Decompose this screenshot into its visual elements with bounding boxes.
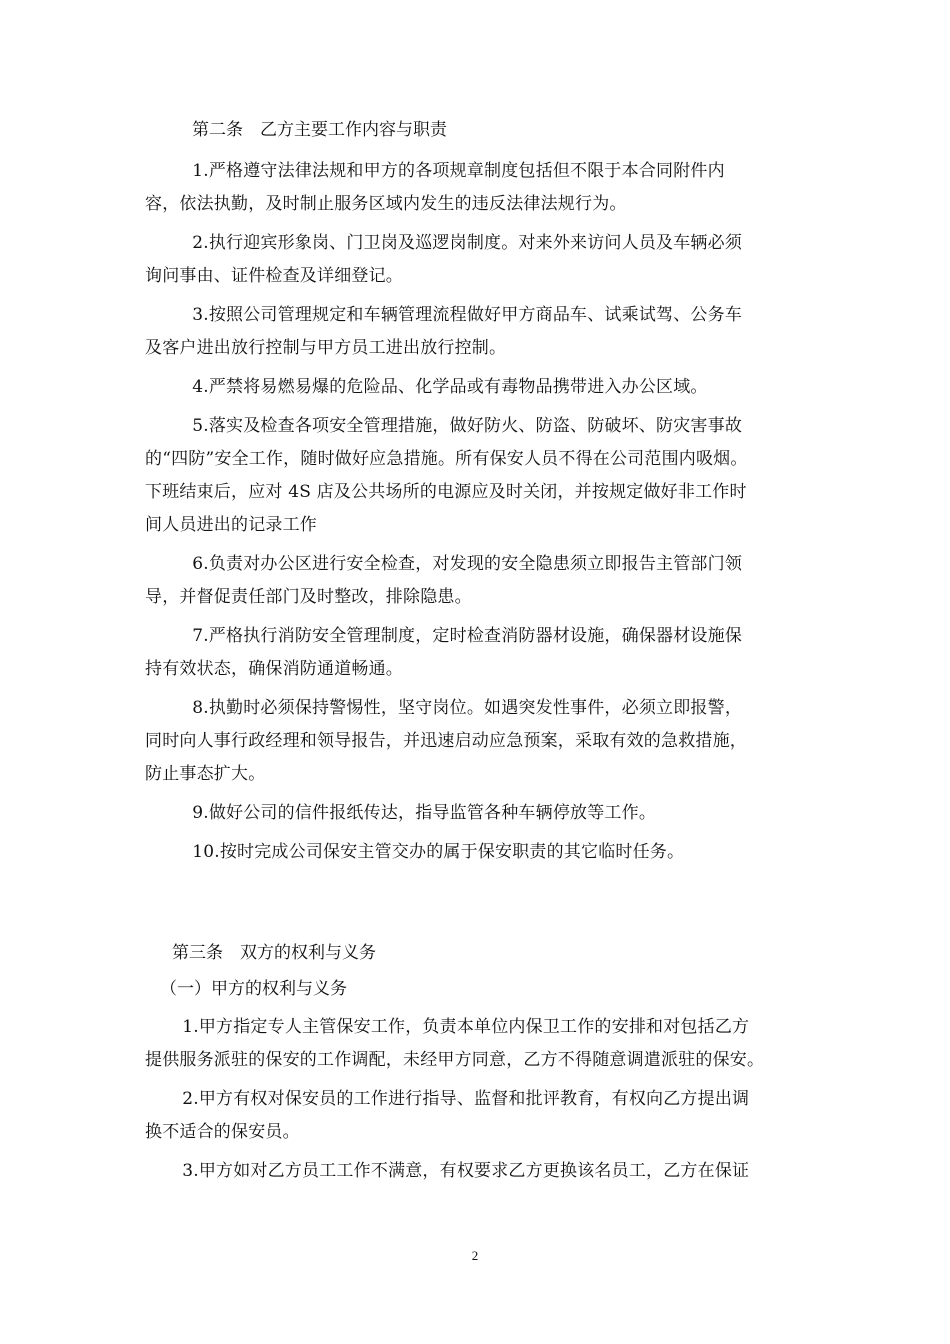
paragraph-line: 1.严格遵守法律法规和甲方的各项规章制度包括但不限于本合同附件内	[175, 161, 725, 181]
paragraph-line: 换不适合的保安员。	[145, 1122, 300, 1142]
paragraph-line: 6.负责对办公区进行安全检查，对发现的安全隐患须立即报告主管部门领	[175, 554, 743, 574]
paragraph-line: 防止事态扩大。	[145, 764, 266, 784]
paragraph-line: 2.执行迎宾形象岗、门卫岗及巡逻岗制度。对来外来访问人员及车辆必须	[175, 233, 743, 253]
paragraph-line: 导，并督促责任部门及时整改，排除隐患。	[145, 587, 472, 607]
paragraph-line: 持有效状态，确保消防通道畅通。	[145, 659, 403, 679]
paragraph-line: 间人员进出的记录工作	[145, 515, 317, 535]
paragraph-line: 容，依法执勤，及时制止服务区域内发生的违反法律法规行为。	[145, 194, 627, 214]
section-3-subheading: （一）甲方的权利与义务	[160, 979, 347, 999]
section-2-heading: 第二条 乙方主要工作内容与职责	[192, 120, 447, 140]
paragraph-line: 1.甲方指定专人主管保安工作，负责本单位内保卫工作的安排和对包括乙方	[165, 1017, 750, 1037]
paragraph-line: 9.做好公司的信件报纸传达，指导监管各种车辆停放等工作。	[175, 803, 657, 823]
paragraph-line: 询问事由、证件检查及详细登记。	[145, 266, 403, 286]
paragraph-line: 下班结束后，应对 4S 店及公共场所的电源应及时关闭，并按规定做好非工作时	[145, 482, 747, 502]
paragraph-line: 同时向人事行政经理和领导报告，并迅速启动应急预案，采取有效的急救措施，	[145, 731, 747, 751]
section-3-body	[145, 1011, 810, 1188]
paragraph-line: 3.甲方如对乙方员工工作不满意，有权要求乙方更换该名员工，乙方在保证	[165, 1161, 750, 1181]
paragraph-line: 7.严格执行消防安全管理制度，定时检查消防器材设施，确保器材设施保	[175, 626, 743, 646]
section-3-heading: 第三条 双方的权利与义务	[172, 943, 376, 963]
paragraph-line: 及客户进出放行控制与甲方员工进出放行控制。	[145, 338, 507, 358]
paragraph-line: 3.按照公司管理规定和车辆管理流程做好甲方商品车、试乘试驾、公务车	[175, 305, 743, 325]
paragraph-line: 5.落实及检查各项安全管理措施，做好防火、防盗、防破坏、防灾害事故	[175, 416, 743, 436]
paragraph-line: 提供服务派驻的保安的工作调配，未经甲方同意，乙方不得随意调遣派驻的保安。	[145, 1050, 765, 1070]
section-2-body	[145, 155, 810, 869]
paragraph-line: 2.甲方有权对保安员的工作进行指导、监督和批评教育，有权向乙方提出调	[165, 1089, 750, 1109]
page-number: 2	[471, 1248, 479, 1263]
paragraph-line: 4.严禁将易燃易爆的危险品、化学品或有毒物品携带进入办公区域。	[175, 377, 708, 397]
paragraph-line: 的“四防”安全工作，随时做好应急措施。所有保安人员不得在公司范围内吸烟。	[145, 449, 748, 469]
paragraph-line: 8.执勤时必须保持警惕性，坚守岗位。如遇突发性事件，必须立即报警，	[175, 698, 743, 718]
paragraph-line: 10.按时完成公司保安主管交办的属于保安职责的其它临时任务。	[175, 842, 685, 862]
